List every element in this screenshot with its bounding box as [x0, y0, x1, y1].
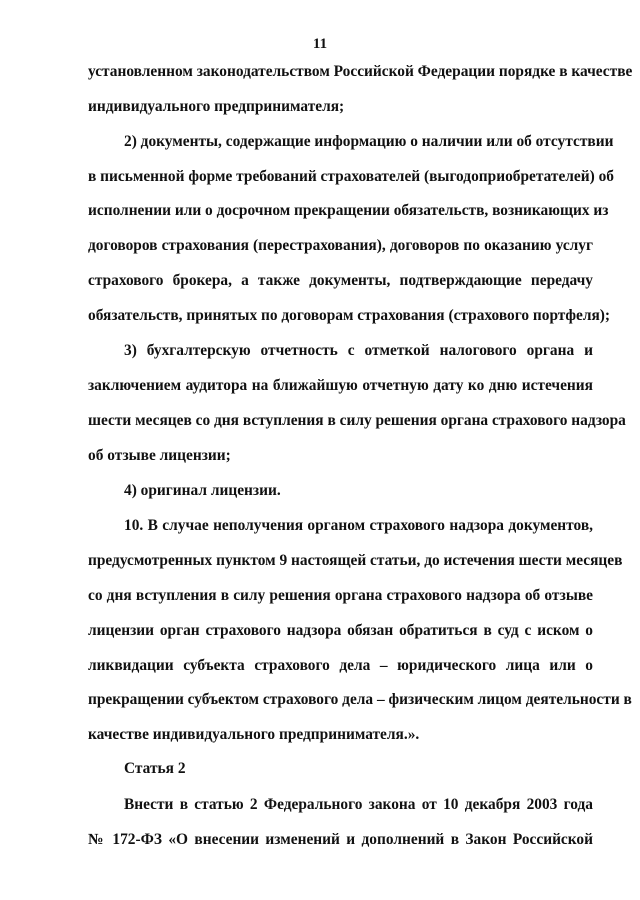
- text-line: заключением аудитора на ближайшую отчетную дату ко дню истечения: [88, 377, 593, 394]
- text-line: лицензии орган страхового надзора обязан обратиться в суд с иском о: [88, 622, 593, 639]
- text-line: шести месяцев со дня вступления в силу решения органа страхового надзора: [88, 412, 626, 429]
- text-line: исполнении или о досрочном прекращении обязательств, возникающих из: [88, 202, 609, 219]
- text-line: 4) оригинал лицензии.: [124, 482, 281, 499]
- text-line: предусмотренных пунктом 9 настоящей статьи, до истечения шести месяцев: [88, 552, 623, 569]
- text-line: об отзыве лицензии;: [88, 447, 231, 464]
- text-line: ликвидации субъекта страхового дела – юридического лица или о: [88, 657, 593, 674]
- text-line: страхового брокера, а также документы, подтверждающие передачу: [88, 272, 593, 289]
- text-line: индивидуального предпринимателя;: [88, 98, 345, 115]
- text-line: договоров страхования (перестрахования), договоров по оказанию услуг: [88, 237, 593, 254]
- text-line: в письменной форме требований страхователей (выгодоприобретателей) об: [88, 168, 614, 185]
- text-line: качестве индивидуального предпринимателя.».: [88, 726, 420, 743]
- text-line: установленном законодательством Российской Федерации порядке в качестве: [88, 63, 633, 80]
- text-line: прекращении субъектом страхового дела – физическим лицом деятельности в: [88, 691, 632, 708]
- text-line: 3) бухгалтерскую отчетность с отметкой налогового органа и: [124, 342, 593, 359]
- text-line: 2) документы, содержащие информацию о наличии или об отсутствии: [124, 133, 614, 150]
- text-line: № 172-ФЗ «О внесении изменений и дополнений в Закон Российской: [88, 831, 593, 848]
- text-line: Внести в статью 2 Федерального закона от 10 декабря 2003 года: [124, 796, 593, 813]
- article-heading: Статья 2: [124, 760, 186, 777]
- text-line: обязательств, принятых по договорам страхования (страхового портфеля);: [88, 307, 611, 324]
- text-line: со дня вступления в силу решения органа страхового надзора об отзыве: [88, 587, 593, 604]
- page-number: 11: [312, 36, 328, 52]
- text-line: 10. В случае неполучения органом страхового надзора документов,: [124, 517, 593, 534]
